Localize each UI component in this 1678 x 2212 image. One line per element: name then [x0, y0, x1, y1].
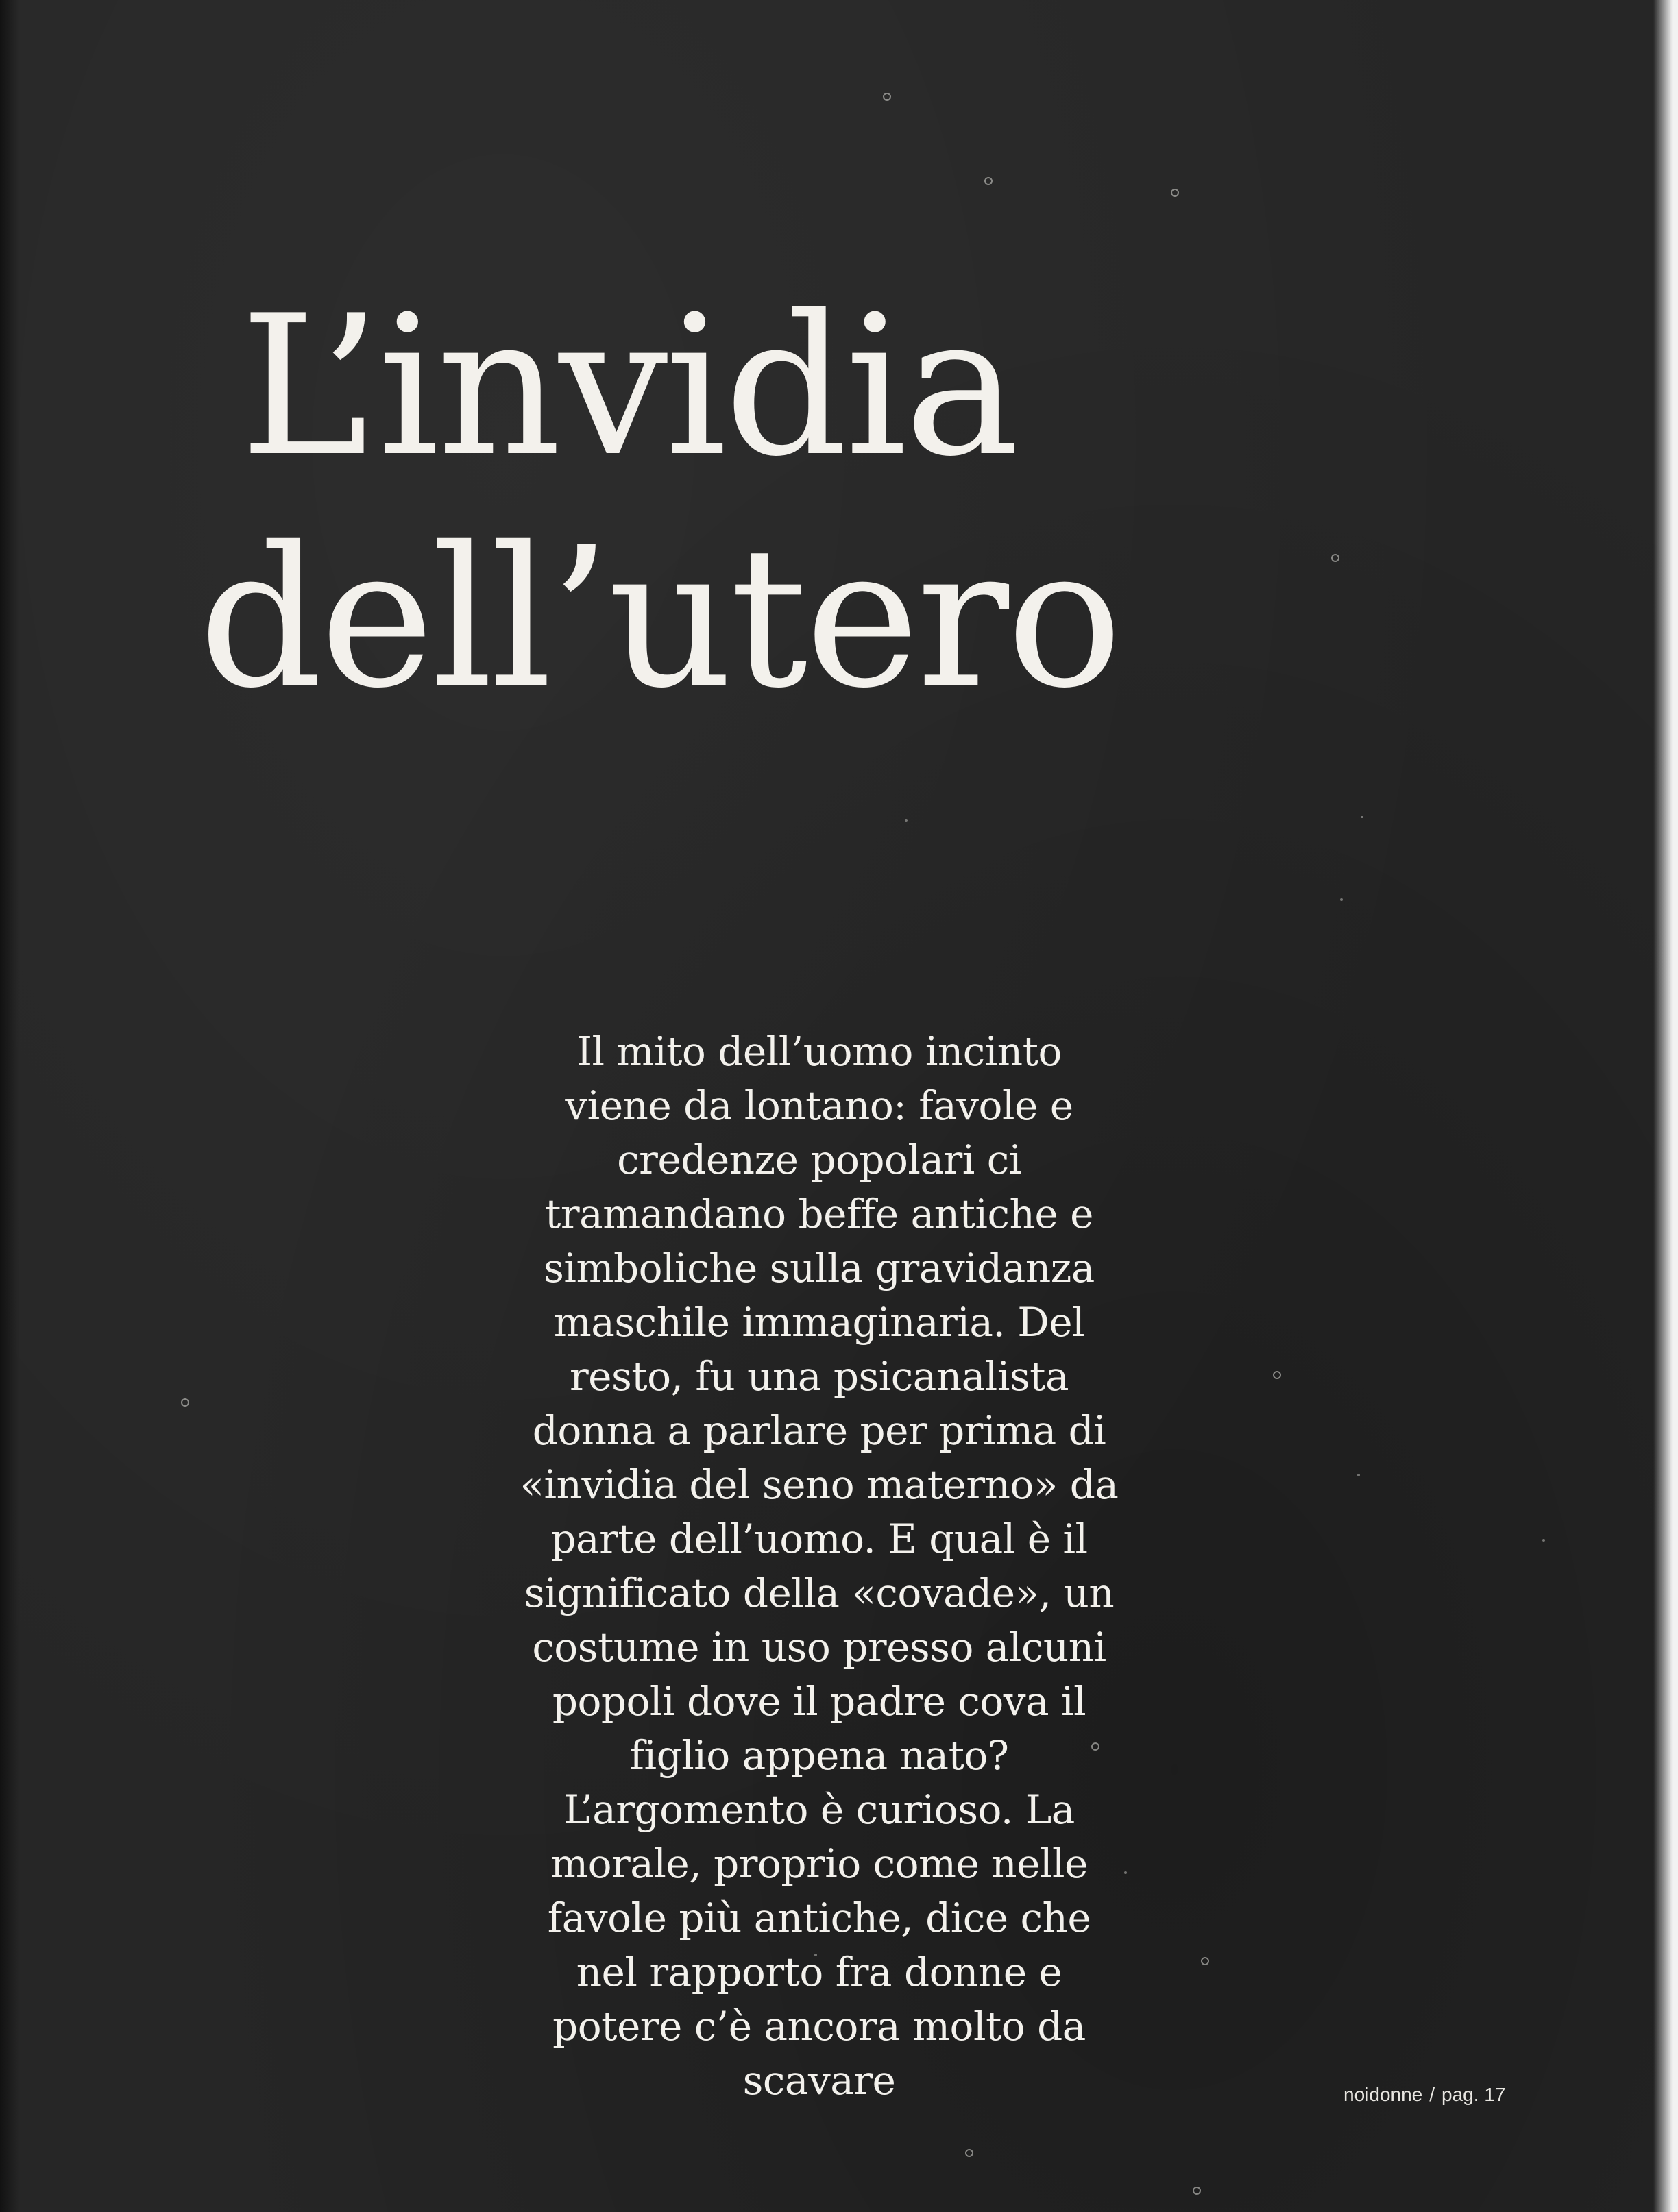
lead-line: viene da lontano: favole e	[565, 1082, 1073, 1129]
print-speck	[181, 1398, 189, 1407]
lead-line: resto, fu una psicanalista	[569, 1353, 1069, 1400]
lead-line: «invidia del seno materno» da	[520, 1461, 1119, 1508]
page-footer	[1343, 2084, 1590, 2106]
page-edge-paper	[1653, 0, 1678, 2212]
lead-line: L’argomento è curioso. La	[563, 1786, 1075, 1833]
lead-paragraph	[456, 1025, 1182, 2108]
lead-line: Il mito dell’uomo incinto	[576, 1028, 1062, 1075]
print-speck	[1201, 1957, 1209, 1965]
title-line-2: dell’utero	[199, 505, 1120, 731]
lead-line: donna a parlare per prima di	[532, 1407, 1106, 1454]
print-dot	[905, 819, 908, 822]
print-speck	[984, 177, 993, 185]
title-line-1: L’invidia	[240, 274, 1017, 499]
page-edge-shadow	[0, 0, 19, 2212]
lead-line: credenze popolari ci	[617, 1137, 1021, 1183]
print-dot	[1357, 1474, 1360, 1476]
print-speck	[965, 2149, 973, 2157]
print-speck	[1193, 2187, 1201, 2195]
lead-line: potere c’è ancora molto da	[552, 2003, 1086, 2050]
print-dot	[1542, 1539, 1545, 1542]
lead-line: simboliche sulla gravidanza	[544, 1245, 1095, 1291]
footer-separator: /	[1429, 2084, 1435, 2105]
lead-line: figlio appena nato?	[629, 1732, 1009, 1779]
lead-line: nel rapporto fra donne e	[576, 1949, 1062, 1995]
lead-line: morale, proprio come nelle	[550, 1840, 1088, 1887]
article-title	[199, 271, 1501, 734]
magazine-name: noidonne	[1343, 2084, 1423, 2105]
print-dot	[1340, 898, 1343, 901]
page-number: pag. 17	[1442, 2084, 1506, 2105]
print-speck	[883, 93, 891, 101]
lead-line: significato della «covade», un	[524, 1570, 1115, 1616]
lead-line: scavare	[742, 2057, 896, 2104]
print-speck	[1273, 1371, 1281, 1379]
lead-line: popoli dove il padre cova il	[552, 1678, 1086, 1725]
lead-line: tramandano beffe antiche e	[545, 1191, 1093, 1237]
print-speck	[1171, 189, 1179, 197]
lead-line: parte dell’uomo. E qual è il	[550, 1516, 1088, 1562]
lead-line: costume in uso presso alcuni	[532, 1624, 1106, 1670]
lead-line: favole più antiche, dice che	[547, 1895, 1091, 1941]
lead-line: maschile immaginaria. Del	[553, 1299, 1085, 1346]
print-dot	[1361, 816, 1363, 818]
